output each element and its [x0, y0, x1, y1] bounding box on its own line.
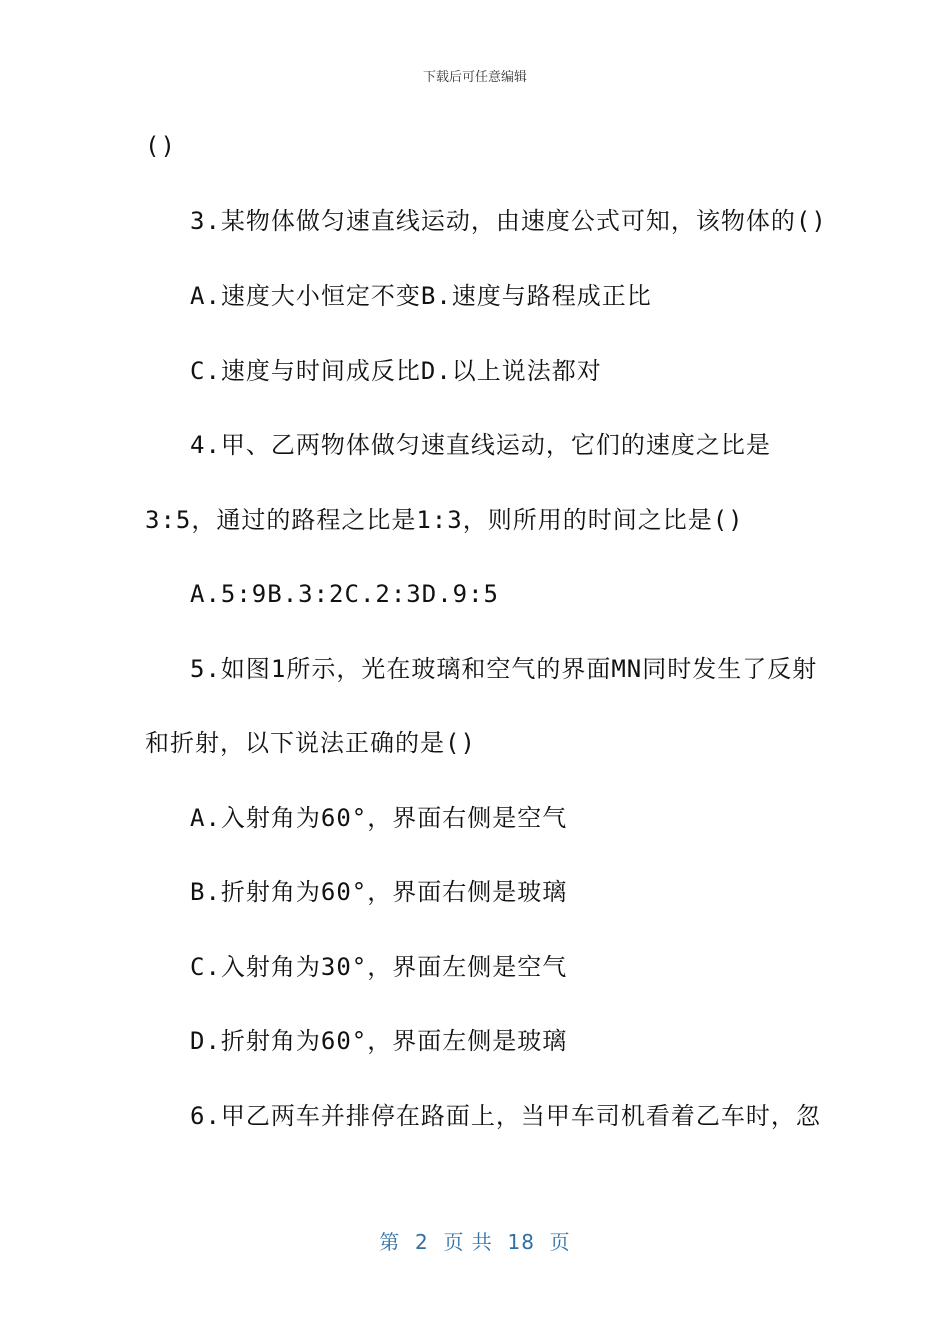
question-3: 3.某物体做匀速直线运动，由速度公式可知，该物体的() [190, 207, 827, 235]
text-line-1: () [145, 132, 176, 160]
question-5-option-b: B.折射角为60°，界面右侧是玻璃 [190, 878, 568, 906]
question-6: 6.甲乙两车并排停在路面上，当甲车司机看着乙车时，忽 [190, 1102, 821, 1130]
question-3-options-ab: A.速度大小恒定不变B.速度与路程成正比 [190, 282, 652, 310]
question-3-options-cd: C.速度与时间成反比D.以上说法都对 [190, 357, 602, 385]
question-5-option-c: C.入射角为30°，界面左侧是空气 [190, 953, 568, 981]
question-5-continued: 和折射，以下说法正确的是() [145, 729, 476, 757]
question-4-continued: 3:5，通过的路程之比是1:3，则所用的时间之比是() [145, 506, 744, 534]
question-5-option-a: A.入射角为60°，界面右侧是空气 [190, 804, 568, 832]
question-4-options: A.5:9B.3:2C.2:3D.9:5 [190, 580, 499, 608]
question-5-option-d: D.折射角为60°，界面左侧是玻璃 [190, 1027, 568, 1055]
page-number-footer: 第 2 页 共 18 页 [379, 1230, 571, 1254]
question-4: 4.甲、乙两物体做匀速直线运动，它们的速度之比是 [190, 431, 771, 459]
question-5: 5.如图1所示，光在玻璃和空气的界面MN同时发生了反射 [190, 655, 818, 683]
page-header: 下载后可任意编辑 [422, 70, 527, 85]
